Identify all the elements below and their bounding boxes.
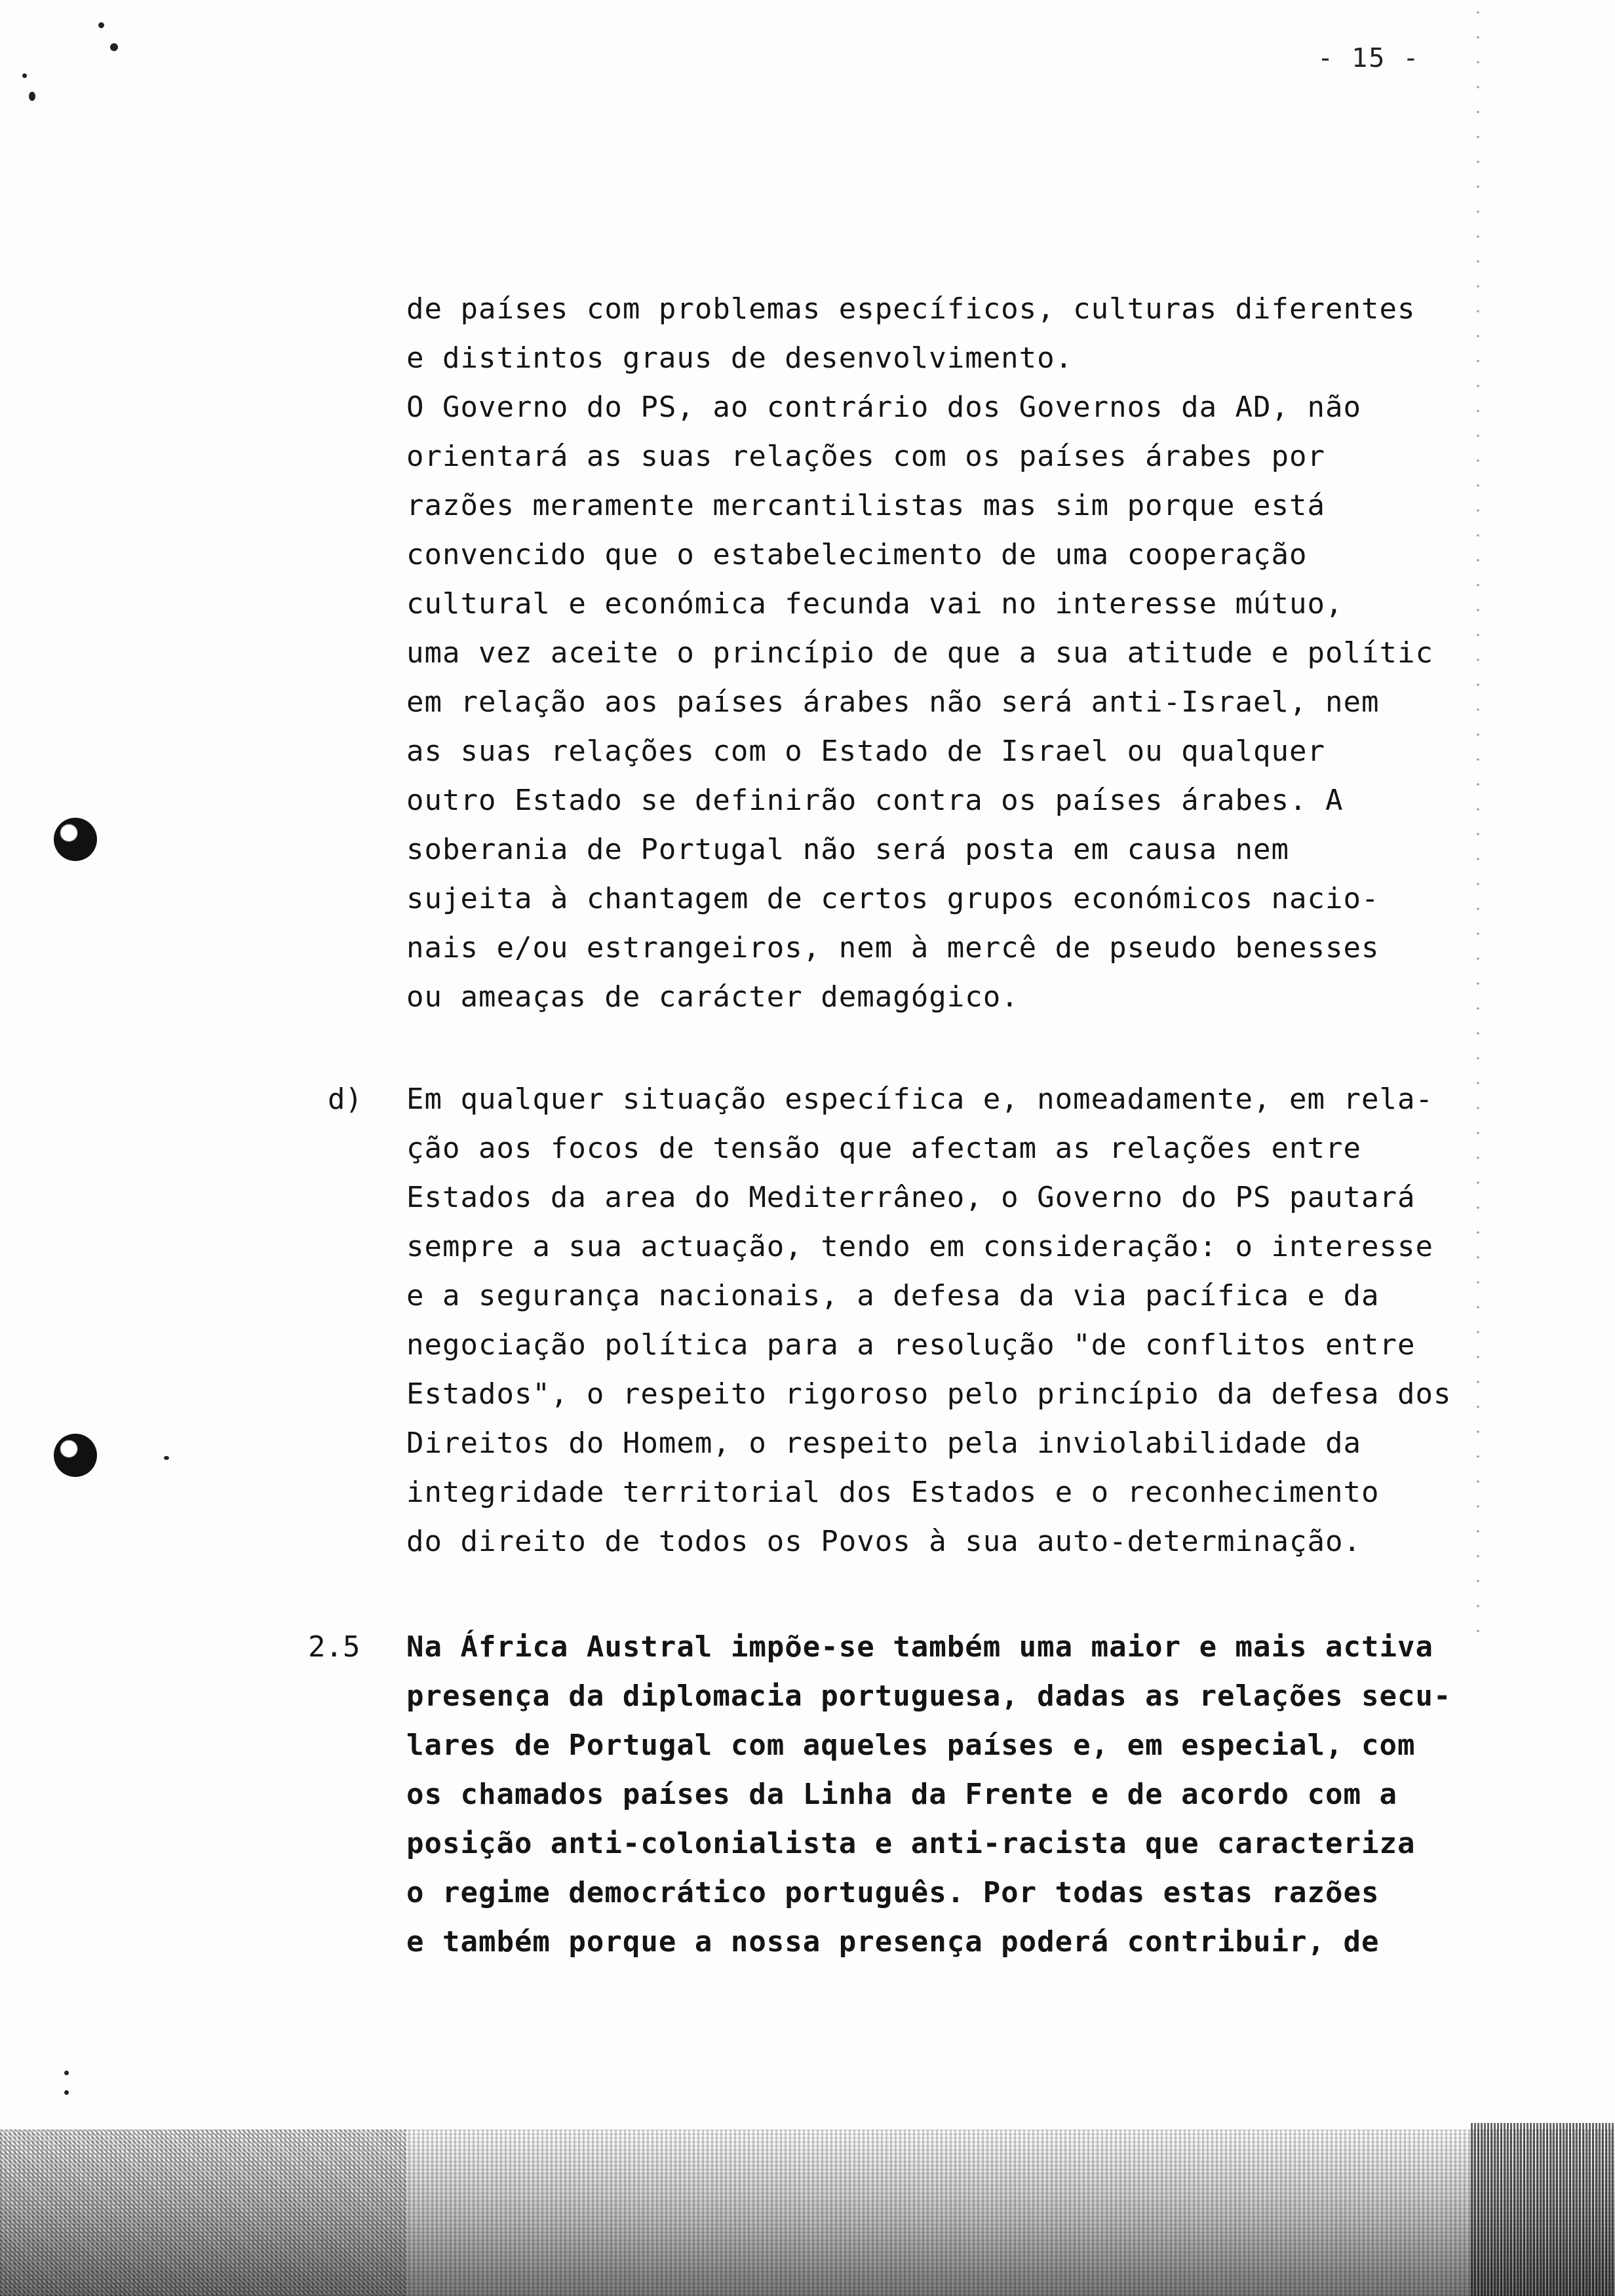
scan-noise-left	[0, 2130, 406, 2296]
text-line: presença da diplomacia portuguesa, dadas as relações secu-	[406, 1679, 1452, 1713]
text-line: e a segurança nacionais, a defesa da via pacífica e da	[406, 1279, 1380, 1312]
text-line: os chamados países da Linha da Frente e de acordo com a	[406, 1778, 1397, 1811]
text-line: Em qualquer situação específica e, nomeadamente, em rela-	[406, 1082, 1433, 1116]
punch-hole-top	[54, 818, 97, 861]
text-line: Estados da area do Mediterrâneo, o Governo do PS pautará	[406, 1181, 1416, 1214]
speck	[64, 2071, 69, 2075]
text-line: nais e/ou estrangeiros, nem à mercê de pseudo benesses	[406, 931, 1380, 965]
text-line: de países com problemas específicos, culturas diferentes	[406, 292, 1416, 326]
text-line: outro Estado se definirão contra os países árabes. A	[406, 784, 1344, 817]
text-line: integridade territorial dos Estados e o reconhecimento	[406, 1476, 1380, 1509]
text-line: convencido que o estabelecimento de uma cooperação	[406, 538, 1308, 571]
text-line: Direitos do Homem, o respeito pela inviolabilidade da	[406, 1426, 1361, 1460]
text-line: e distintos graus de desenvolvimento.	[406, 341, 1074, 375]
text-line: orientará as suas relações com os países árabes por	[406, 440, 1326, 473]
speck	[110, 43, 118, 51]
section-2-5-marker: 2.5	[308, 1630, 360, 1664]
text-line: ou ameaças de carácter demagógico.	[406, 980, 1019, 1014]
text-line: o regime democrático português. Por todas estas razões	[406, 1876, 1380, 1909]
text-line: as suas relações com o Estado de Israel ou qualquer	[406, 735, 1326, 768]
speck	[22, 73, 27, 78]
text-line: razões meramente mercantilistas mas sim porque está	[406, 489, 1326, 522]
speck	[29, 92, 35, 101]
speck	[164, 1456, 169, 1460]
speck	[98, 22, 104, 28]
text-line: do direito de todos os Povos à sua auto-determinação.	[406, 1525, 1361, 1558]
item-d-paragraph	[406, 1075, 1534, 1566]
text-line: O Governo do PS, ao contrário dos Governos da AD, não	[406, 391, 1361, 424]
text-line: em relação aos países árabes não será anti-Israel, nem	[406, 685, 1380, 719]
text-line: e também porque a nossa presença poderá contribuir, de	[406, 1925, 1380, 1959]
text-line: lares de Portugal com aqueles países e, em especial, com	[406, 1729, 1416, 1762]
item-d-marker: d)	[328, 1082, 362, 1116]
page-number: - 15 -	[1317, 43, 1420, 73]
speck	[64, 2090, 69, 2095]
section-2-5-paragraph	[406, 1622, 1534, 1966]
text-line: negociação política para a resolução "de conflitos entre	[406, 1328, 1416, 1362]
text-line: cultural e económica fecunda vai no interesse mútuo,	[406, 587, 1344, 621]
text-line: sujeita à chantagem de certos grupos económicos nacio-	[406, 882, 1380, 915]
text-line: soberania de Portugal não será posta em causa nem	[406, 833, 1290, 866]
text-line: Na África Austral impõe-se também uma maior e mais activa	[406, 1630, 1433, 1664]
text-line: sempre a sua actuação, tendo em consideração: o interesse	[406, 1230, 1433, 1263]
text-line: Estados", o respeito rigoroso pelo princípio da defesa dos	[406, 1377, 1452, 1411]
scan-noise-right	[1471, 2123, 1615, 2296]
punch-hole-bottom	[54, 1434, 97, 1477]
text-line: uma vez aceite o princípio de que a sua atitude e polític	[406, 636, 1433, 670]
text-line: ção aos focos de tensão que afectam as relações entre	[406, 1132, 1361, 1165]
continuation-paragraph	[406, 284, 1534, 1022]
text-line: posição anti-colonialista e anti-racista que caracteriza	[406, 1827, 1416, 1860]
